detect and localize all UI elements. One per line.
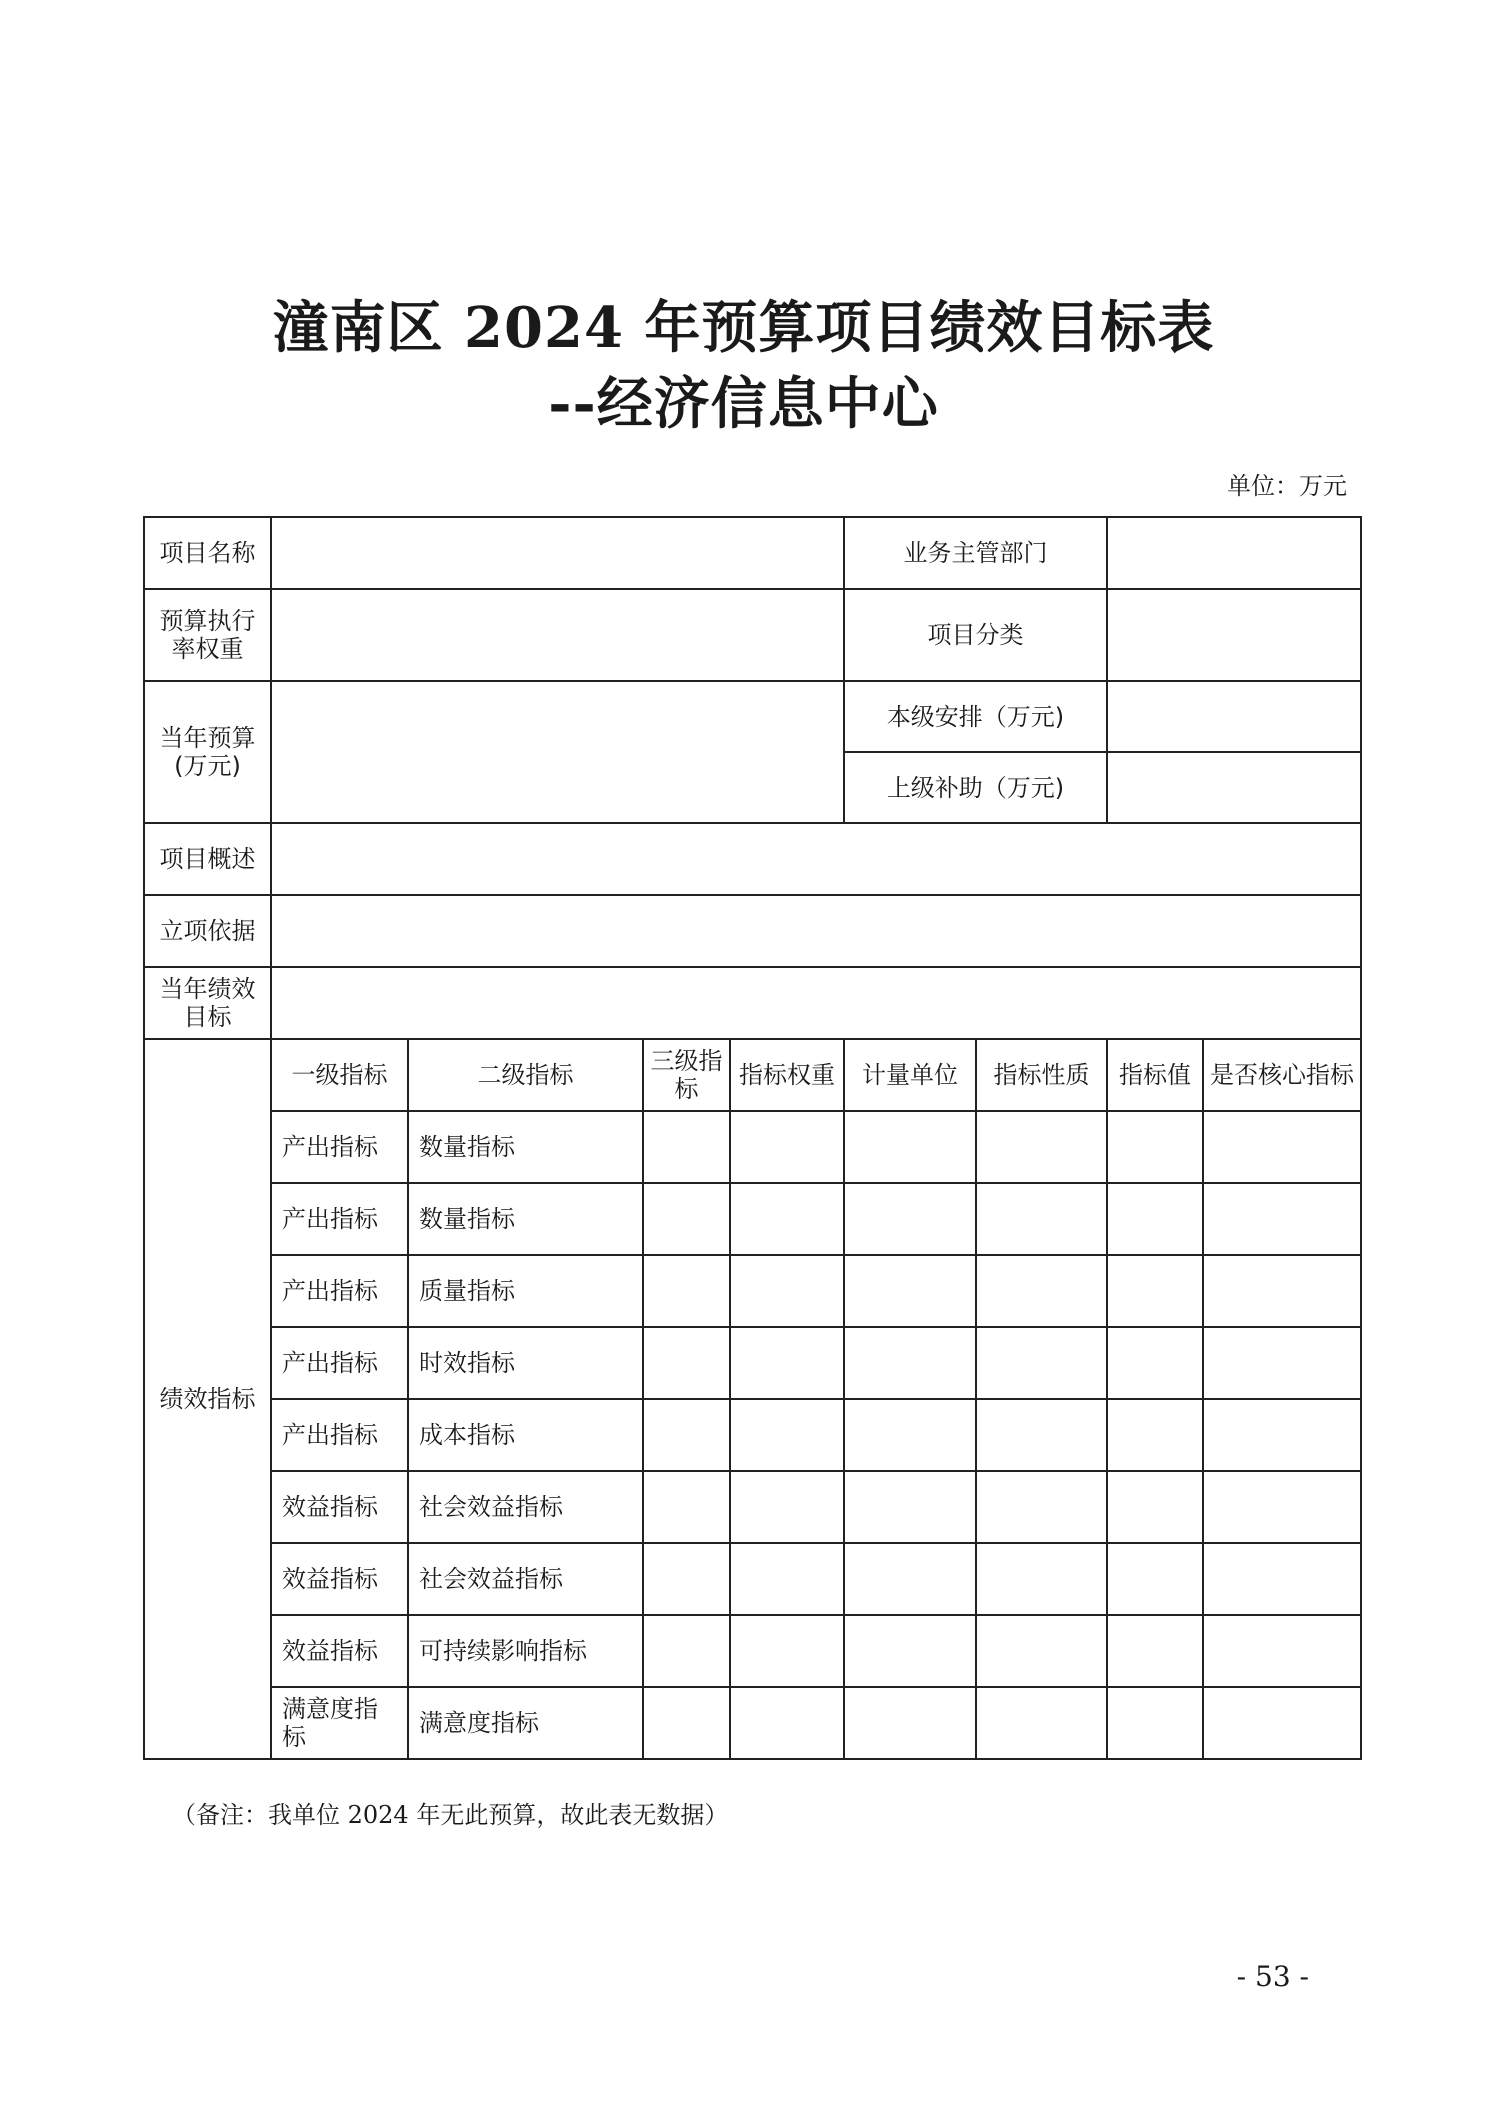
indicator-row <box>144 1255 1361 1327</box>
indicator-level2: 满意度指标 <box>408 1687 643 1759</box>
annual-goal-label: 当年绩效目标 <box>144 967 271 1039</box>
indicator-level1: 满意度指标 <box>271 1687 408 1759</box>
row-project-name <box>144 517 1361 589</box>
department-value <box>1107 517 1361 589</box>
footnote: （备注：我单位 2024 年无此预算，故此表无数据） <box>172 1801 729 1829</box>
row-annual-goal <box>144 967 1361 1039</box>
indicator-level2: 数量指标 <box>408 1183 643 1255</box>
header-value: 指标值 <box>1107 1039 1203 1111</box>
indicator-row <box>144 1687 1361 1759</box>
row-basis <box>144 895 1361 967</box>
own-level-value <box>1107 681 1361 752</box>
indicator-header-row <box>144 1039 1361 1111</box>
own-level-label: 本级安排（万元) <box>844 681 1107 752</box>
indicator-level1: 产出指标 <box>271 1255 408 1327</box>
header-level1: 一级指标 <box>271 1039 408 1111</box>
row-overview <box>144 823 1361 895</box>
indicator-level2: 数量指标 <box>408 1111 643 1183</box>
header-unit: 计量单位 <box>844 1039 976 1111</box>
basis-label: 立项依据 <box>144 895 271 967</box>
indicator-level2: 质量指标 <box>408 1255 643 1327</box>
indicator-row <box>144 1399 1361 1471</box>
indicator-row <box>144 1327 1361 1399</box>
row-budget-own <box>144 681 1361 752</box>
project-name-value <box>271 517 844 589</box>
annual-goal-value <box>271 967 1361 1039</box>
project-name-label: 项目名称 <box>144 517 271 589</box>
performance-target-table <box>143 516 1362 1760</box>
indicator-level1: 效益指标 <box>271 1471 408 1543</box>
project-category-label: 项目分类 <box>844 589 1107 681</box>
upper-subsidy-label: 上级补助（万元) <box>844 752 1107 823</box>
indicator-level2: 时效指标 <box>408 1327 643 1399</box>
overview-label: 项目概述 <box>144 823 271 895</box>
indicator-level2: 可持续影响指标 <box>408 1615 643 1687</box>
header-core: 是否核心指标 <box>1203 1039 1361 1111</box>
indicator-level1: 产出指标 <box>271 1183 408 1255</box>
header-nature: 指标性质 <box>976 1039 1107 1111</box>
overview-value <box>271 823 1361 895</box>
current-budget-value <box>271 681 844 823</box>
indicator-row <box>144 1471 1361 1543</box>
indicator-level2: 社会效益指标 <box>408 1543 643 1615</box>
indicator-row <box>144 1183 1361 1255</box>
indicator-row <box>144 1543 1361 1615</box>
exec-rate-weight-label: 预算执行率权重 <box>144 589 271 681</box>
row-exec-rate <box>144 589 1361 681</box>
unit-label: 单位：万元 <box>1227 472 1347 500</box>
header-level2: 二级指标 <box>408 1039 643 1111</box>
upper-subsidy-value <box>1107 752 1361 823</box>
indicator-level1: 效益指标 <box>271 1543 408 1615</box>
header-level3: 三级指标 <box>643 1039 730 1111</box>
indicator-level2: 社会效益指标 <box>408 1471 643 1543</box>
indicator-row <box>144 1615 1361 1687</box>
perf-indicator-label: 绩效指标 <box>144 1039 271 1759</box>
basis-value <box>271 895 1361 967</box>
exec-rate-weight-value <box>271 589 844 681</box>
document-subtitle: --经济信息中心 <box>548 371 939 437</box>
current-budget-label: 当年预算(万元) <box>144 681 271 823</box>
indicator-level1: 产出指标 <box>271 1327 408 1399</box>
project-category-value <box>1107 589 1361 681</box>
indicator-row <box>144 1111 1361 1183</box>
page-number: - 53 - <box>1236 1960 1309 1993</box>
header-weight: 指标权重 <box>730 1039 844 1111</box>
document-title: 潼南区 2024 年预算项目绩效目标表 <box>272 295 1215 361</box>
indicator-level2: 成本指标 <box>408 1399 643 1471</box>
department-label: 业务主管部门 <box>844 517 1107 589</box>
indicator-level1: 产出指标 <box>271 1111 408 1183</box>
indicator-level1: 效益指标 <box>271 1615 408 1687</box>
indicator-level1: 产出指标 <box>271 1399 408 1471</box>
